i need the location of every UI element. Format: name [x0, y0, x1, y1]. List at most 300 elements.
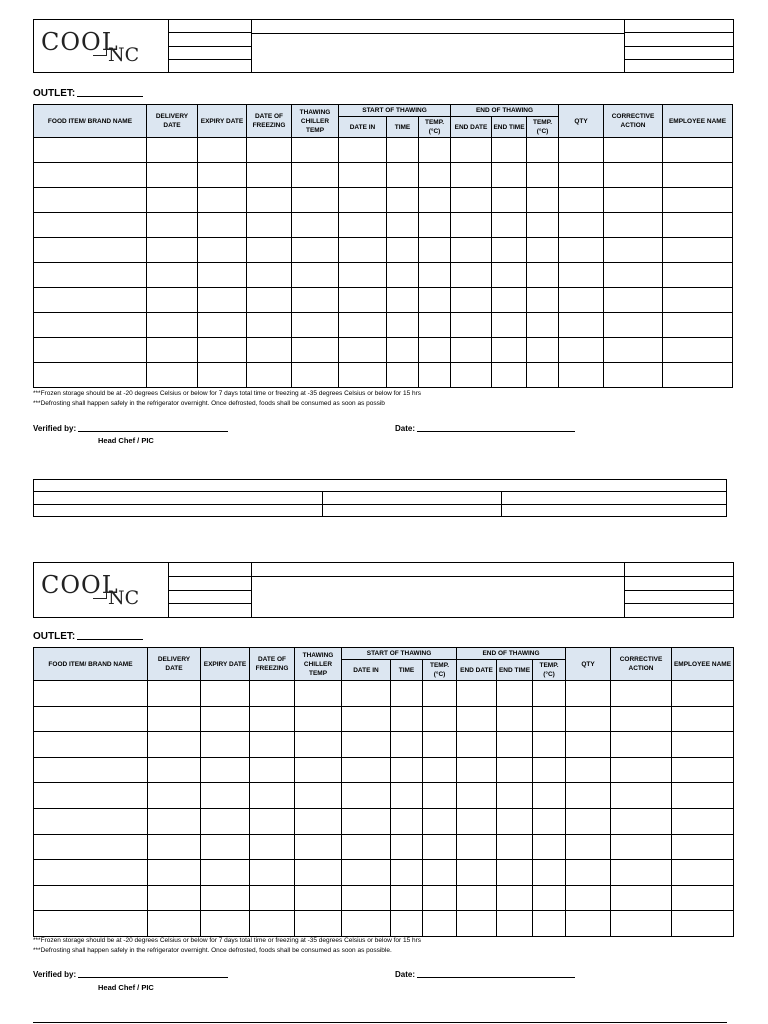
table-cell[interactable] [457, 834, 497, 860]
table-cell[interactable] [295, 860, 342, 886]
table-cell[interactable] [34, 706, 148, 732]
table-cell[interactable] [339, 288, 387, 313]
table-cell[interactable] [604, 238, 663, 263]
table-cell[interactable] [198, 363, 247, 388]
table-cell[interactable] [295, 885, 342, 911]
table-cell[interactable] [419, 138, 451, 163]
table-cell[interactable] [201, 885, 250, 911]
table-cell[interactable] [497, 911, 533, 937]
table-cell[interactable] [566, 732, 611, 758]
table-cell[interactable] [201, 860, 250, 886]
table-cell[interactable] [527, 238, 559, 263]
table-cell[interactable] [391, 911, 423, 937]
table-cell[interactable] [247, 138, 292, 163]
table-cell[interactable] [387, 313, 419, 338]
table-cell[interactable] [419, 188, 451, 213]
table-cell[interactable] [604, 138, 663, 163]
table-cell[interactable] [34, 163, 147, 188]
table-cell[interactable] [34, 263, 147, 288]
outlet-line[interactable] [77, 96, 143, 97]
table-cell[interactable] [672, 706, 734, 732]
date-field[interactable]: Date: [395, 970, 575, 979]
table-cell[interactable] [391, 834, 423, 860]
table-cell[interactable] [250, 783, 295, 809]
table-cell[interactable] [497, 808, 533, 834]
table-cell[interactable] [423, 860, 457, 886]
table-cell[interactable] [492, 138, 527, 163]
table-cell[interactable] [497, 860, 533, 886]
table-cell[interactable] [148, 860, 201, 886]
outlet-line[interactable] [77, 639, 143, 640]
table-cell[interactable] [492, 163, 527, 188]
table-cell[interactable] [663, 213, 733, 238]
table-cell[interactable] [672, 681, 734, 707]
table-cell[interactable] [387, 263, 419, 288]
table-cell[interactable] [34, 834, 148, 860]
table-cell[interactable] [451, 238, 492, 263]
table-cell[interactable] [663, 163, 733, 188]
table-cell[interactable] [672, 808, 734, 834]
table-cell[interactable] [457, 757, 497, 783]
table-cell[interactable] [527, 313, 559, 338]
table-cell[interactable] [342, 911, 391, 937]
table-cell[interactable] [339, 338, 387, 363]
date-line[interactable] [417, 431, 575, 432]
table-cell[interactable] [457, 885, 497, 911]
table-cell[interactable] [34, 338, 147, 363]
table-cell[interactable] [201, 834, 250, 860]
table-cell[interactable] [566, 860, 611, 886]
table-cell[interactable] [147, 263, 198, 288]
table-cell[interactable] [423, 834, 457, 860]
table-cell[interactable] [663, 313, 733, 338]
table-cell[interactable] [387, 138, 419, 163]
table-cell[interactable] [339, 263, 387, 288]
table-cell[interactable] [387, 163, 419, 188]
table-cell[interactable] [497, 757, 533, 783]
table-cell[interactable] [492, 263, 527, 288]
table-cell[interactable] [451, 338, 492, 363]
table-cell[interactable] [527, 163, 559, 188]
table-cell[interactable] [566, 885, 611, 911]
table-cell[interactable] [387, 288, 419, 313]
table-cell[interactable] [566, 757, 611, 783]
table-cell[interactable] [672, 732, 734, 758]
table-cell[interactable] [497, 783, 533, 809]
table-row [34, 163, 733, 188]
table-cell[interactable] [247, 213, 292, 238]
table-cell[interactable] [527, 213, 559, 238]
table-cell[interactable] [250, 808, 295, 834]
table-cell[interactable] [250, 757, 295, 783]
table-cell[interactable] [559, 188, 604, 213]
table-cell[interactable] [663, 263, 733, 288]
table-cell[interactable] [34, 808, 148, 834]
table-cell[interactable] [148, 885, 201, 911]
table-cell[interactable] [492, 288, 527, 313]
table-cell[interactable] [672, 885, 734, 911]
table-cell[interactable] [457, 783, 497, 809]
table-cell[interactable] [387, 363, 419, 388]
table-cell[interactable] [247, 338, 292, 363]
table-cell[interactable] [663, 288, 733, 313]
table-cell[interactable] [34, 757, 148, 783]
table-cell[interactable] [419, 363, 451, 388]
table-cell[interactable] [247, 188, 292, 213]
col-employee-name: EMPLOYEE NAME [663, 105, 733, 138]
table-cell[interactable] [247, 163, 292, 188]
table-cell[interactable] [250, 860, 295, 886]
table-cell[interactable] [497, 681, 533, 707]
table-cell[interactable] [148, 706, 201, 732]
table-cell[interactable] [423, 706, 457, 732]
table-cell[interactable] [292, 288, 339, 313]
table-cell[interactable] [672, 860, 734, 886]
table-cell[interactable] [198, 288, 247, 313]
table-cell[interactable] [419, 213, 451, 238]
table-cell[interactable] [342, 834, 391, 860]
table-cell[interactable] [292, 338, 339, 363]
table-cell[interactable] [419, 238, 451, 263]
table-cell[interactable] [201, 732, 250, 758]
table-cell[interactable] [457, 860, 497, 886]
table-cell[interactable] [527, 263, 559, 288]
table-cell[interactable] [672, 783, 734, 809]
table-cell[interactable] [295, 732, 342, 758]
table-cell[interactable] [34, 732, 148, 758]
col-delivery-date: DELIVERY DATE [147, 105, 198, 138]
table-cell[interactable] [604, 363, 663, 388]
table-cell[interactable] [566, 808, 611, 834]
table-cell[interactable] [387, 213, 419, 238]
table-cell[interactable] [247, 263, 292, 288]
table-cell[interactable] [339, 163, 387, 188]
table-cell[interactable] [295, 783, 342, 809]
table-cell[interactable] [148, 834, 201, 860]
table-cell[interactable] [201, 783, 250, 809]
table-cell[interactable] [247, 238, 292, 263]
date-line[interactable] [417, 977, 575, 978]
table-cell[interactable] [419, 338, 451, 363]
table-cell[interactable] [423, 808, 457, 834]
table-cell[interactable] [391, 706, 423, 732]
table-cell[interactable] [292, 138, 339, 163]
table-cell[interactable] [342, 808, 391, 834]
table-cell[interactable] [339, 138, 387, 163]
table-cell[interactable] [611, 885, 672, 911]
table-cell[interactable] [533, 834, 566, 860]
table-cell[interactable] [604, 263, 663, 288]
table-cell[interactable] [672, 757, 734, 783]
table-cell[interactable] [423, 681, 457, 707]
table-cell[interactable] [342, 860, 391, 886]
table-cell[interactable] [611, 757, 672, 783]
table-cell[interactable] [663, 338, 733, 363]
table-cell[interactable] [34, 313, 147, 338]
table-cell[interactable] [457, 681, 497, 707]
header-meta-fields [169, 563, 252, 617]
table-cell[interactable] [451, 138, 492, 163]
table-cell[interactable] [342, 681, 391, 707]
table-cell[interactable] [457, 732, 497, 758]
table-cell[interactable] [559, 288, 604, 313]
table-cell[interactable] [663, 238, 733, 263]
table-cell[interactable] [457, 808, 497, 834]
table-cell[interactable] [201, 706, 250, 732]
table-cell[interactable] [391, 885, 423, 911]
table-cell[interactable] [292, 363, 339, 388]
table-cell[interactable] [342, 706, 391, 732]
table-cell[interactable] [527, 363, 559, 388]
table-cell[interactable] [611, 808, 672, 834]
table-cell[interactable] [566, 911, 611, 937]
table-cell[interactable] [250, 834, 295, 860]
table-cell[interactable] [492, 338, 527, 363]
table-cell[interactable] [611, 834, 672, 860]
table-cell[interactable] [559, 163, 604, 188]
table-cell[interactable] [663, 138, 733, 163]
table-cell[interactable] [611, 681, 672, 707]
table-cell[interactable] [148, 808, 201, 834]
table-cell[interactable] [34, 188, 147, 213]
table-cell[interactable] [247, 313, 292, 338]
table-cell[interactable] [451, 263, 492, 288]
table-cell[interactable] [604, 313, 663, 338]
table-cell[interactable] [342, 732, 391, 758]
table-cell[interactable] [559, 138, 604, 163]
table-cell[interactable] [423, 885, 457, 911]
table-cell[interactable] [672, 911, 734, 937]
table-cell[interactable] [492, 188, 527, 213]
table-cell[interactable] [198, 238, 247, 263]
table-cell[interactable] [147, 338, 198, 363]
table-cell[interactable] [533, 706, 566, 732]
table-cell[interactable] [391, 757, 423, 783]
col-end-time: END TIME [497, 660, 533, 681]
table-cell[interactable] [533, 732, 566, 758]
table-cell[interactable] [34, 238, 147, 263]
table-cell[interactable] [492, 363, 527, 388]
col-corrective-action: CORRECTIVE ACTION [604, 105, 663, 138]
table-cell[interactable] [423, 757, 457, 783]
table-cell[interactable] [451, 213, 492, 238]
table-cell[interactable] [147, 163, 198, 188]
table-cell[interactable] [147, 363, 198, 388]
table-cell[interactable] [611, 860, 672, 886]
table-cell[interactable] [247, 363, 292, 388]
table-cell[interactable] [250, 885, 295, 911]
table-cell[interactable] [34, 783, 148, 809]
table-cell[interactable] [250, 911, 295, 937]
table-cell[interactable] [295, 757, 342, 783]
table-cell[interactable] [387, 238, 419, 263]
table-cell[interactable] [611, 783, 672, 809]
table-cell[interactable] [533, 860, 566, 886]
table-cell[interactable] [423, 732, 457, 758]
table-cell[interactable] [391, 783, 423, 809]
table-cell[interactable] [387, 188, 419, 213]
table-cell[interactable] [423, 911, 457, 937]
table-cell[interactable] [533, 885, 566, 911]
outlet-field[interactable]: OUTLET: [33, 88, 143, 99]
verified-by-field[interactable]: Verified by: [33, 970, 228, 979]
table-cell[interactable] [148, 911, 201, 937]
table-cell[interactable] [148, 757, 201, 783]
table-cell[interactable] [604, 188, 663, 213]
table-cell[interactable] [147, 138, 198, 163]
table-cell[interactable] [247, 288, 292, 313]
table-cell[interactable] [672, 834, 734, 860]
table-cell[interactable] [497, 885, 533, 911]
table-cell[interactable] [250, 732, 295, 758]
table-cell[interactable] [391, 681, 423, 707]
table-cell[interactable] [391, 732, 423, 758]
table-cell[interactable] [292, 188, 339, 213]
table-cell[interactable] [457, 911, 497, 937]
table-cell[interactable] [533, 681, 566, 707]
table-cell[interactable] [34, 860, 148, 886]
table-cell[interactable] [497, 706, 533, 732]
table-cell[interactable] [492, 313, 527, 338]
table-cell[interactable] [34, 363, 147, 388]
table-cell[interactable] [497, 834, 533, 860]
table-cell[interactable] [342, 783, 391, 809]
table-cell[interactable] [292, 313, 339, 338]
table-cell[interactable] [451, 163, 492, 188]
table-cell[interactable] [419, 313, 451, 338]
table-cell[interactable] [295, 911, 342, 937]
table-cell[interactable] [34, 681, 148, 707]
table-cell[interactable] [451, 313, 492, 338]
table-cell[interactable] [559, 213, 604, 238]
table-cell[interactable] [604, 213, 663, 238]
table-cell[interactable] [147, 238, 198, 263]
table-cell[interactable] [559, 313, 604, 338]
table-cell[interactable] [663, 188, 733, 213]
table-cell[interactable] [198, 138, 247, 163]
date-field[interactable]: Date: [395, 424, 575, 433]
table-cell[interactable] [492, 238, 527, 263]
table-cell[interactable] [611, 732, 672, 758]
table-cell[interactable] [34, 885, 148, 911]
verified-by-field[interactable]: Verified by: [33, 424, 228, 433]
table-cell[interactable] [419, 163, 451, 188]
table-cell[interactable] [387, 338, 419, 363]
table-cell[interactable] [201, 808, 250, 834]
table-cell[interactable] [527, 188, 559, 213]
table-cell[interactable] [566, 681, 611, 707]
table-cell[interactable] [295, 834, 342, 860]
table-cell[interactable] [533, 808, 566, 834]
table-cell[interactable] [198, 188, 247, 213]
table-cell[interactable] [198, 213, 247, 238]
table-cell[interactable] [339, 213, 387, 238]
table-cell[interactable] [201, 757, 250, 783]
table-cell[interactable] [604, 163, 663, 188]
table-cell[interactable] [559, 338, 604, 363]
table-cell[interactable] [497, 732, 533, 758]
table-cell[interactable] [342, 885, 391, 911]
table-cell[interactable] [147, 313, 198, 338]
table-cell[interactable] [611, 706, 672, 732]
table-cell[interactable] [250, 681, 295, 707]
table-cell[interactable] [451, 288, 492, 313]
table-cell[interactable] [292, 263, 339, 288]
table-cell[interactable] [423, 783, 457, 809]
table-cell[interactable] [391, 860, 423, 886]
table-cell[interactable] [457, 706, 497, 732]
table-cell[interactable] [533, 757, 566, 783]
table-cell[interactable] [292, 163, 339, 188]
table-cell[interactable] [391, 808, 423, 834]
table-cell[interactable] [451, 188, 492, 213]
table-cell[interactable] [148, 681, 201, 707]
table-cell[interactable] [566, 706, 611, 732]
table-cell[interactable] [492, 213, 527, 238]
table-row [34, 238, 733, 263]
table-cell[interactable] [527, 338, 559, 363]
table-cell[interactable] [566, 783, 611, 809]
table-cell[interactable] [147, 188, 198, 213]
table-cell[interactable] [419, 288, 451, 313]
table-cell[interactable] [566, 834, 611, 860]
table-cell[interactable] [527, 138, 559, 163]
verified-by-line[interactable] [78, 431, 228, 432]
table-cell[interactable] [339, 238, 387, 263]
table-cell[interactable] [419, 263, 451, 288]
table-cell[interactable] [198, 263, 247, 288]
table-cell[interactable] [250, 706, 295, 732]
table-cell[interactable] [201, 911, 250, 937]
col-end-of-thawing: END OF THAWING [457, 648, 566, 660]
table-cell[interactable] [198, 313, 247, 338]
outlet-field[interactable]: OUTLET: [33, 631, 143, 642]
table-cell[interactable] [292, 213, 339, 238]
table-cell[interactable] [559, 263, 604, 288]
table-cell[interactable] [604, 288, 663, 313]
table-cell[interactable] [201, 681, 250, 707]
table-cell[interactable] [527, 288, 559, 313]
table-cell[interactable] [339, 188, 387, 213]
table-cell[interactable] [295, 706, 342, 732]
table-cell[interactable] [147, 288, 198, 313]
table-cell[interactable] [34, 911, 148, 937]
table-cell[interactable] [451, 363, 492, 388]
table-cell[interactable] [295, 808, 342, 834]
table-cell[interactable] [533, 911, 566, 937]
table-cell[interactable] [34, 138, 147, 163]
table-cell[interactable] [339, 363, 387, 388]
table-cell[interactable] [148, 732, 201, 758]
table-cell[interactable] [559, 238, 604, 263]
table-cell[interactable] [611, 911, 672, 937]
table-cell[interactable] [663, 363, 733, 388]
table-cell[interactable] [559, 363, 604, 388]
table-cell[interactable] [533, 783, 566, 809]
table-cell[interactable] [34, 288, 147, 313]
table-cell[interactable] [147, 213, 198, 238]
table-cell[interactable] [292, 238, 339, 263]
table-cell[interactable] [295, 681, 342, 707]
table-cell[interactable] [34, 213, 147, 238]
table-cell[interactable] [148, 783, 201, 809]
table-cell[interactable] [339, 313, 387, 338]
table-cell[interactable] [604, 338, 663, 363]
verified-by-line[interactable] [78, 977, 228, 978]
table-cell[interactable] [198, 338, 247, 363]
table-cell[interactable] [198, 163, 247, 188]
table-cell[interactable] [342, 757, 391, 783]
